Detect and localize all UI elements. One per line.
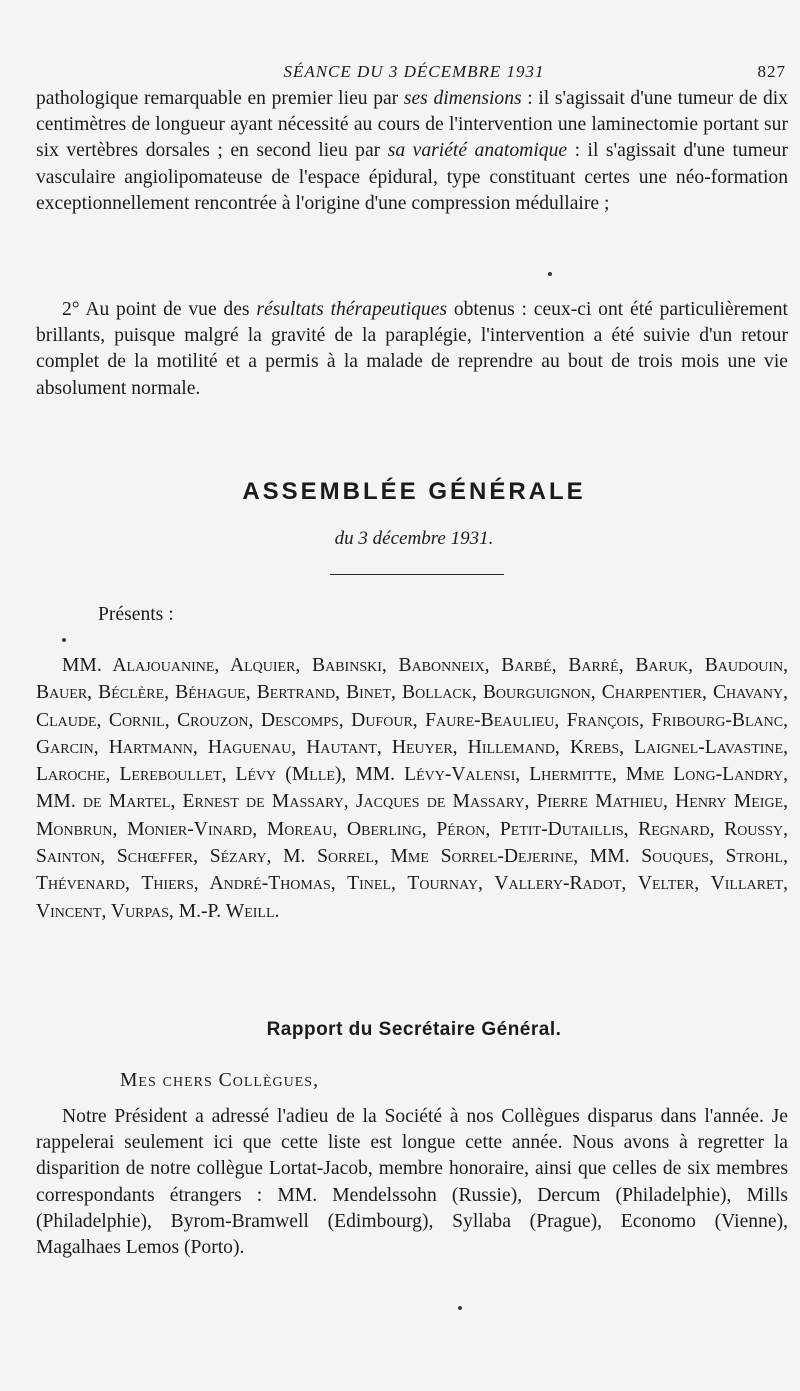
salutation: Mes chers Collègues, [120, 1070, 319, 1091]
section-date: du 3 décembre 1931. [334, 528, 494, 549]
report-paragraph: Notre Président a adressé l'adieu de la Société à nos Collègues disparus dans l'année. Je rappelerai seulement ici que cette liste est longue cette année. Nous avons à regretter la disparition de notre collègue Lortat-Jacob, membre honoraire, ainsi que celles de six membres correspondants étrangers : MM. Mendelssohn (Russie), Dercum (Philadelphie), Mills (Philadelphie), Byrom-Bramwell (Edimbourg), Syllaba (Prague), Economo (Vienne), Magalhaes Lemos (Porto). [36, 1106, 788, 1259]
paragraph-results [36, 297, 788, 402]
paragraph-text: 2° Au point de vue des [62, 299, 257, 320]
paragraph-text: : il s'agissait d'une tumeur de dix centimètres de longueur ayant nécessité au cours de l'intervention une laminectomie portant sur six vertèbres dorsales ; en second lieu par [36, 88, 788, 162]
present-label: Présents : [98, 604, 174, 625]
document-page [36, 0, 796, 1391]
section-heading: ASSEMBLÉE GÉNÉRALE [242, 478, 586, 505]
running-header [36, 62, 792, 88]
paragraph-text: : il s'agissait d'une tumeur vasculaire angiolipomateuse de l'espace épidural, type constituant certes une néo-formation exceptionnellement rencontrée à l'origine d'une compression médullaire ; [36, 140, 788, 214]
print-speck [458, 1306, 462, 1310]
running-title: SÉANCE DU 3 DÉCEMBRE 1931 [283, 62, 545, 81]
paragraph-text: obtenus : ceux-ci ont été particulièrement brillants, puisque malgré la gravité de la paraplégie, l'intervention a été suivie d'un retour complet de la motilité et a permis à la malade de reprendre au bout de trois mois une vie absolument normale. [36, 299, 788, 399]
page-number: 827 [757, 62, 786, 81]
paragraph-text: pathologique remarquable en premier lieu par [36, 88, 404, 109]
paragraph-continued [36, 86, 788, 217]
emphasis-text: ses dimensions [403, 88, 522, 109]
emphasis-text: résultats thérapeutiques [256, 299, 448, 320]
report-heading: Rapport du Secrétaire Général. [266, 1019, 562, 1040]
emphasis-text: sa variété anatomique [387, 140, 568, 162]
members-list: MM. Alajouanine, Alquier, Babinski, Babonneix, Barbé, Barré, Baruk, Baudouin, Bauer, Béclère, Béhague, Bertrand, Binet, Bollack, Bourguignon, Charpentier, Chavany, Claude, Cornil, Crouzon, Descomps, Dufour, Faure-Beaulieu, François, Fribourg-Blanc, Garcin, Hartmann, Haguenau, Hautant, Heuyer, Hillemand, Krebs, Laignel-Lavastine, Laroche, Lereboullet, Lévy (Mlle), MM. Lévy-Valensi, Lhermitte, Mme Long-Landry, MM. de Martel, Ernest de Massary, Jacques de Massary, Pierre Mathieu, Henry Meige, Monbrun, Monier-Vinard, Moreau, Oberling, Péron, Petit-Dutaillis, Regnard, Roussy, Sainton, Schœffer, Sézary, M. Sorrel, Mme Sorrel-Dejerine, MM. Souques, Strohl, Thévenard, Thiers, André-Thomas, Tinel, Tournay, Vallery-Radot, Velter, Villaret, Vincent, Vurpas, M.-P. Weill. [36, 655, 788, 922]
print-speck [548, 272, 552, 276]
divider-rule [330, 574, 504, 575]
print-speck [62, 638, 66, 642]
